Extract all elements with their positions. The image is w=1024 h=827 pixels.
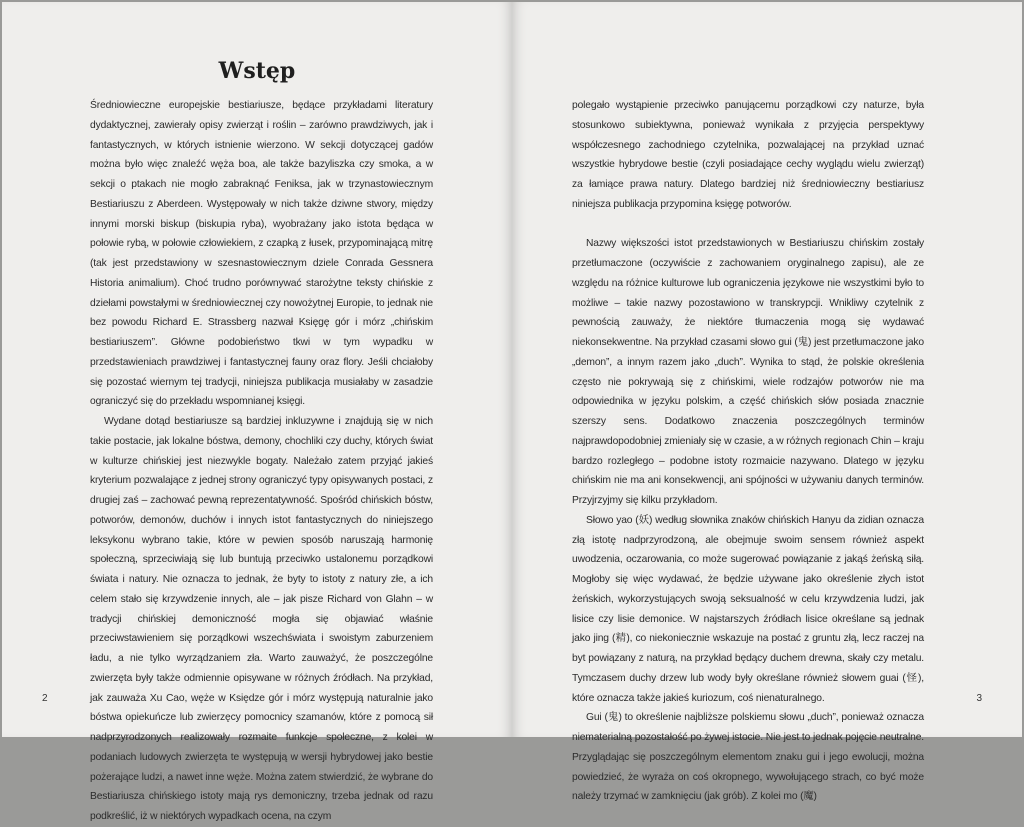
page-number: 2 — [42, 693, 48, 704]
book-spread — [2, 2, 1022, 822]
paragraph: Nazwy większości istot przedstawionych w Bestiariuszu chińskim zostały przetłumaczone (oczywiście z zachowaniem oryginalnego zapisu), ale ze względu na różnice kulturowe lub ograniczenia językowe nie wszystkimi było to możliwe – takie nazwy pozostawiono w transkrypcji. Wnikliwy czytelnik z pewnością zauważy, że niektóre tłumaczenia mogą się wydawać niekonsekwentne. Na przykład czasami słowo gui (鬼) jest przetłumaczone jako „demon”, a innym razem jako „duch”. Wynika to stąd, że polskie określenia często nie pokrywają się z chińskimi, wiele rodzajów potworów nie ma odpowiednika w języku polskim, a część chińskich słów posiada znacznie szerszy sens. Dodatkowo znaczenia poszczególnych terminów najprawdopodobniej zmieniały się w czasie, a w różnych regionach Chin – kraju bardzo rozległego – podobne istoty rozmaicie nazywano. Dlatego w języku chińskim nie ma ani konsekwencji, ani spójności w używaniu danych terminów. Przyjrzyjmy się kilku przykładom. — [572, 238, 924, 506]
paragraph: Słowo yao (妖) według słownika znaków chińskich Hanyu da zidian oznacza złą istotę nadprzyrodzoną, ale obejmuje swoim sensem również aspekt uwodzenia, oczarowania, co może sugerować powiązanie z jakąś żeńską siłą. Mogłoby się więc wydawać, że będzie używane jako określenie złych istot żeńskich, wykorzystujących swoją seksualność w celu krzywdzenia ludzi, jak lisice czy lisie demonice. W najstarszych źródłach lisice określane są jednak jako jing (精), co niekoniecznie wskazuje na postać z gruntu złą, lecz raczej na byt powiązany z naturą, na przykład będący duchem drewna, skały czy metalu. Tymczasem duchy drzew lub wody były określane również słowem guai (怪), które oznacza także jakieś kuriozum, coś nienaturalnego. — [572, 514, 924, 704]
paragraph: Średniowieczne europejskie bestiariusze, będące przykładami literatury dydaktycznej, zawierały opisy zwierząt i roślin – zarówno prawdziwych, jak i fantastycznych, w których istnienie wierzono. W sekcji dotyczącej gadów można było więc znaleźć węża boa, ale także bazyliszka czy smoka, a w sekcji o ptakach nie mogło zabraknąć Feniksa, jak w trzynastowiecznym Bestiariuszu z Aberdeen. Występowały w nich także dziwne stwory, między innymi morski biskup (biskupia ryba), wyobrażany jako istota będąca w połowie rybą, w połowie człowiekiem, z czapką z łusek, przypominającą mitrę (tak jest przedstawiony w szesnastowiecznym dziele Conrada Gessnera Historia animalium). Choć trudno porównywać starożytne teksty chińskie z dziełami powstałymi w średniowiecznej czy nowożytnej Europie, to jednak nie bez powodu Richard E. Strassberg nazwał Księgę gór i mórz „chińskim bestiariuszem”. Główne podobieństwo tkwi w tym wypadku w przedstawieniach prawdziwej i fantastycznej fauny oraz flory. Jeśli chciałoby się pozostać wiernym tej tradycji, niniejsza publikacja musiałaby w zasadzie ograniczyć się do przekładu wspomnianej księgi. — [90, 100, 433, 408]
right-text-column — [572, 96, 924, 807]
left-page — [2, 2, 512, 822]
page-heading: Wstęp — [218, 58, 296, 84]
paragraph: Wydane dotąd bestiariusze są bardziej inkluzywne i znajdują się w nich takie postacie, jak lokalne bóstwa, demony, chochliki czy duchy, których świat w kulturze chińskiej jest niezwykle bogaty. Należało zatem przyjąć jakieś kryterium pozwalające z jednej strony ograniczyć typy opisywanych postaci, z drugiej zaś – zachować pewną reprezentatywność. Spośród chińskich bóstw, potworów, demonów, duchów i innych istot fantastycznych do niniejszego leksykonu wybrano takie, które w pewien sposób naruszają harmonię społeczną, sprzeciwiają się lub buntują przeciwko ustalonemu porządkowi świata i natury. Nie oznacza to jednak, że byty to istoty z natury złe, a ich celem stało się krzywdzenie innych, ale – jak pisze Richard von Glahn – w tradycji chińskiej demoniczność mogła się objawiać właśnie przeciwstawieniem się porządkowi wszechświata i swoistym zaburzeniem ładu, a nie tylko wyrządzaniem zła. Warto zauważyć, że poszczególne zwierzęta były także odmiennie opisywane w różnych źródłach. Na przykład, jak zauważa Xu Cao, węże w Księdze gór i mórz występują naturalnie jako bóstwa opiekuńcze lub zwierzęcy pomocnicy szamanów, które z pomocą sił nadprzyrodzonych realizowały rozmaite funkcje społeczne, z kolei w podaniach ludowych zwierzęta te występują w wersji hybrydowej jako bestie pożerające ludzi, a nawet inne węże. Można zatem stwierdzić, że wybrane do Bestiariusza chińskiego istoty mają rys demoniczny, trzeba jednak od razu podkreślić, iż w niektórych wypadkach ocena, na czym — [90, 416, 433, 822]
right-page — [512, 2, 1022, 803]
page-number: 3 — [976, 693, 982, 704]
left-text-column — [90, 96, 433, 827]
paragraph: Gui (鬼) to określenie najbliższe polskiemu słowu „duch”, ponieważ oznacza niematerialną pozostałość po żywej istocie. Nie jest to jednak pojęcie neutralne. Przyglądając się poszczególnym elementom znaku gui i jego ewolucji, można powiedzieć, że wyraża on coś okropnego, wywołującego strach, co być może należy trzymać w zamknięciu (jak grób). Z kolei mo (魔) — [572, 712, 924, 803]
paragraph: polegało wystąpienie przeciwko panującemu porządkowi czy naturze, była stosunkowo subiektywna, ponieważ wynikała z przyjęcia perspektywy współczesnego zachodniego czytelnika, pozwalającej na przykład uznać wszystkie hybrydowe bestie (czyli posiadające cechy wyglądu wielu zwierząt) za łamiące prawa natury. Dlatego bardziej niż średniowieczny bestiariusz niniejsza publikacja przypomina księgę potworów. — [572, 100, 924, 210]
